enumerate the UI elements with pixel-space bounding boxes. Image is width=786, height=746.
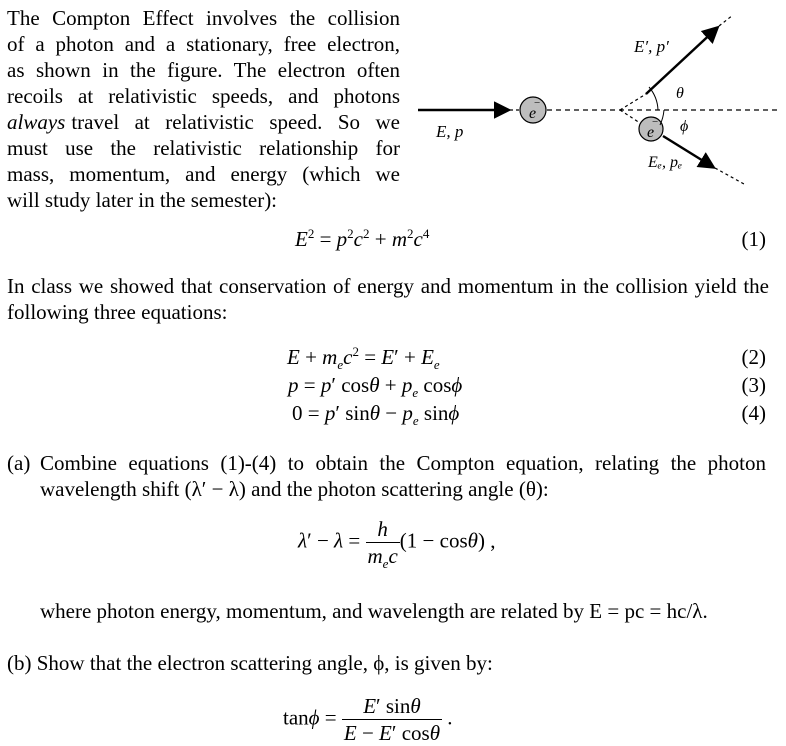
electron-initial-charge: − — [534, 97, 541, 109]
electron-initial-symbol: e — [529, 105, 537, 122]
part-a-label: (a) — [7, 451, 31, 475]
phi-arc — [660, 110, 664, 125]
equation-1-number: (1) — [741, 227, 766, 251]
equation-3: p = p′ $\cos\theta + p_e$ cosϕ — [288, 373, 463, 401]
compton-equation: λ′ − λ = $\frac{h}{m_ec}$ (1 − cosθ) , — [298, 517, 496, 572]
phi-label: ϕ — [680, 118, 689, 135]
equation-4-number: (4) — [741, 401, 766, 425]
scattered-photon-tail — [719, 15, 733, 26]
theta-label: θ — [676, 85, 684, 102]
intro-line-4: recoils at relativistic speeds, and photons — [7, 84, 400, 108]
part-a-where-text: where photon energy, momentum, and wavelength are related by E = pc = hc/λ. — [40, 599, 708, 623]
class-paragraph: In class we showed that conservation of energy and momentum in the collision yield the following three equations: — [7, 274, 769, 324]
intro-line-2: of a photon and a stationary, free electron, — [7, 32, 400, 56]
intro-always: always — [7, 110, 66, 134]
equation-1: $E^2 = p^2c^2 + m^2c^4$ — [295, 226, 430, 251]
intro-line-3: as shown in the figure. The electron often — [7, 58, 400, 82]
electron-recoil-tail — [715, 168, 744, 184]
equation-2-number: (2) — [741, 345, 766, 369]
intro-line-1: The Compton Effect involves the collision — [7, 6, 400, 30]
intro-line-5 — [7, 109, 400, 135]
incoming-photon-label: E, p — [436, 122, 464, 141]
part-b-row — [7, 650, 493, 676]
intro-line-5-rest: travel at relativistic speed. So we — [71, 110, 400, 134]
intro-line-7: mass, momentum, and energy (which we — [7, 162, 400, 186]
part-b-label: (b) — [7, 651, 32, 675]
electron-recoil-charge: − — [652, 116, 659, 128]
equation-3-number: (3) — [741, 373, 766, 397]
part-a-text: Combine equations (1)-(4) to obtain the Compton equation, relating the photon wavelength shift (λ′ − λ) and the photon scattering angle (θ): — [40, 451, 766, 501]
scattered-photon-dash — [620, 94, 646, 110]
electron-dash — [620, 110, 640, 123]
equation-2: $E + m_ec^2 = E' + E_e$ — [287, 344, 440, 373]
scattered-photon-label: E′, p′ — [634, 37, 669, 56]
tan-phi-equation: tanϕ = $\frac{E' \sin\theta}{E - E' \cos\theta}$ . — [283, 694, 453, 745]
electron-recoil-label: Eₑ, pₑ — [648, 154, 683, 171]
intro-line-8: will study later in the semester): — [7, 188, 278, 212]
equation-4: 0 = p′ $\sin\theta - p_e$ sinϕ — [292, 401, 460, 429]
compton-figure — [410, 0, 786, 200]
part-b-text: Show that the electron scattering angle, ϕ, is given by: — [36, 651, 493, 675]
intro-line-6: must use the relativistic relationship for — [7, 136, 400, 160]
electron-recoil-symbol: e — [647, 124, 655, 141]
